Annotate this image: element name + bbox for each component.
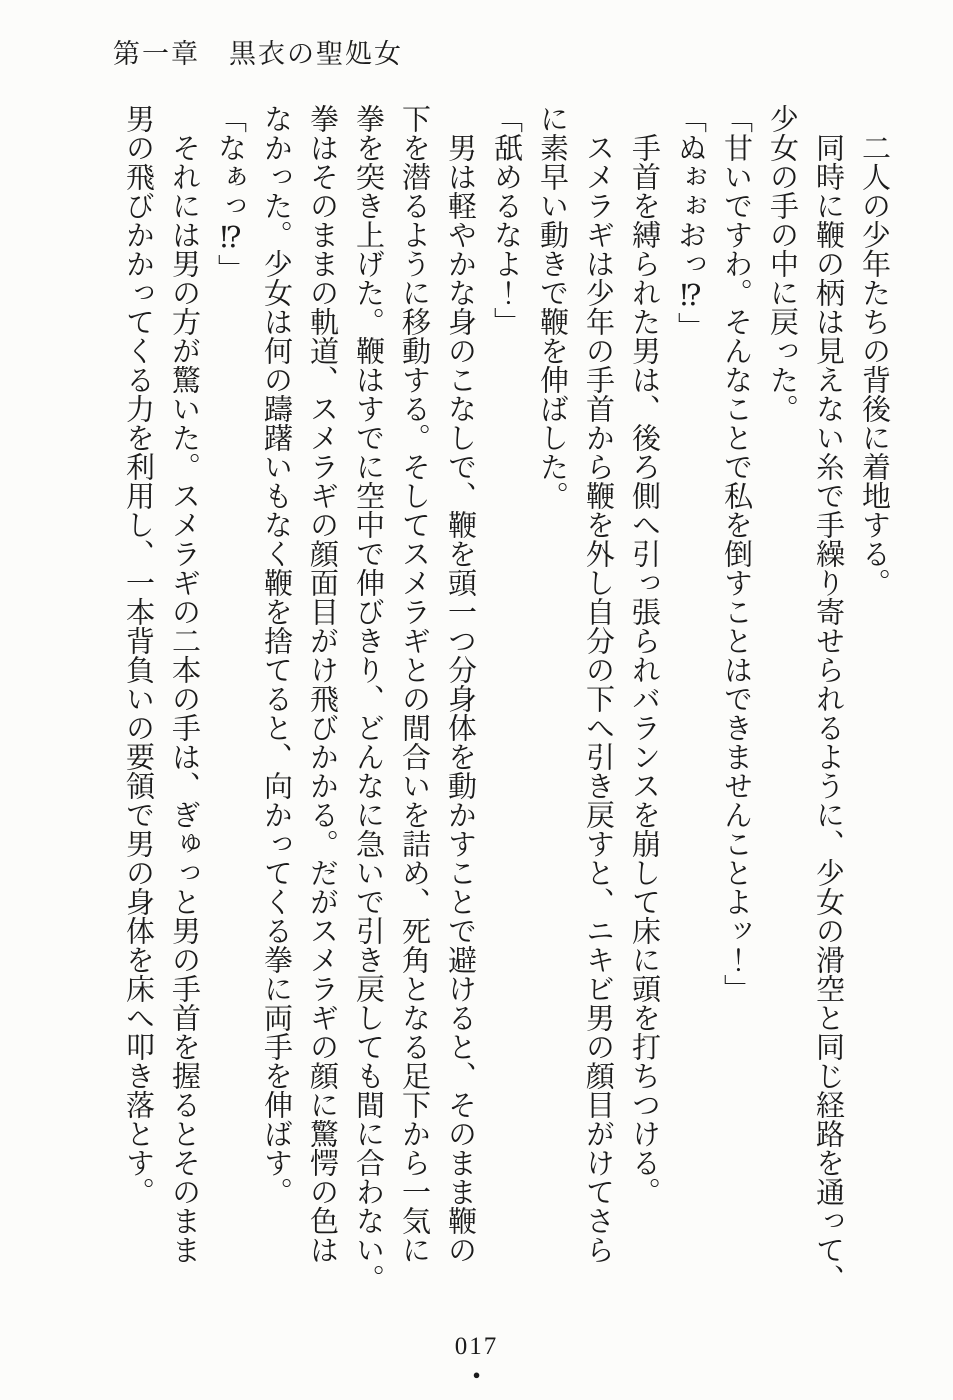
text-column: 「甘いですわ。そんなことで私を倒すことはできませんことよッ！」 <box>720 104 752 1003</box>
text-column: 「ぬぉぉおっ⁉」 <box>674 104 706 341</box>
text-column: 「なぁっ⁉」 <box>214 104 246 283</box>
text-column: 同時に鞭の柄は見えない糸で手繰り寄せられるように、少女の滑空と同じ経路を通って、 <box>812 104 844 1293</box>
text-column: 手首を縛られた男は、後ろ側へ引っ張られバランスを崩して床に頭を打ちつける。 <box>628 104 660 1206</box>
text-column: 下を潜るように移動する。そしてスメラギとの間合いを詰め、死角となる足下から一気に <box>398 104 430 1264</box>
text-column: 「舐めるなよ！」 <box>490 104 522 336</box>
text-column: それには男の方が驚いた。スメラギの二本の手は、ぎゅっと男の手首を握るとそのまま <box>168 104 200 1264</box>
text-column: 二人の少年たちの背後に着地する。 <box>858 104 890 597</box>
text-column: 拳を突き上げた。鞭はすでに空中で伸びきり、どんなに急いで引き戻しても間に合わない。 <box>352 104 384 1293</box>
text-column: 男の飛びかかってくる力を利用し、一本背負いの要領で男の身体を床へ叩き落とす。 <box>122 104 154 1206</box>
text-column: なかった。少女は何の躊躇いもなく鞭を捨てると、向かってくる拳に両手を伸ばす。 <box>260 104 292 1206</box>
body-text-block <box>111 104 897 1304</box>
text-column: スメラギは少年の手首から鞭を外し自分の下へ引き戻すと、ニキビ男の顔目がけてさら <box>582 104 614 1264</box>
text-column: に素早い動きで鞭を伸ばした。 <box>536 104 568 510</box>
text-column: 少女の手の中に戻った。 <box>766 104 798 423</box>
page-number: 017 <box>454 1333 499 1360</box>
chapter-header: 第一章 黒衣の聖処女 <box>113 39 403 69</box>
text-column: 男は軽やかな身のこなしで、鞭を頭一つ分身体を動かすことで避けると、そのまま鞭の <box>444 104 476 1264</box>
page-footer <box>0 1330 953 1400</box>
footer-dot-icon: ● <box>472 1367 481 1382</box>
text-column: 拳はそのままの軌道、スメラギの顔面目がけ飛びかかる。だがスメラギの顔に驚愕の色は <box>306 104 338 1264</box>
